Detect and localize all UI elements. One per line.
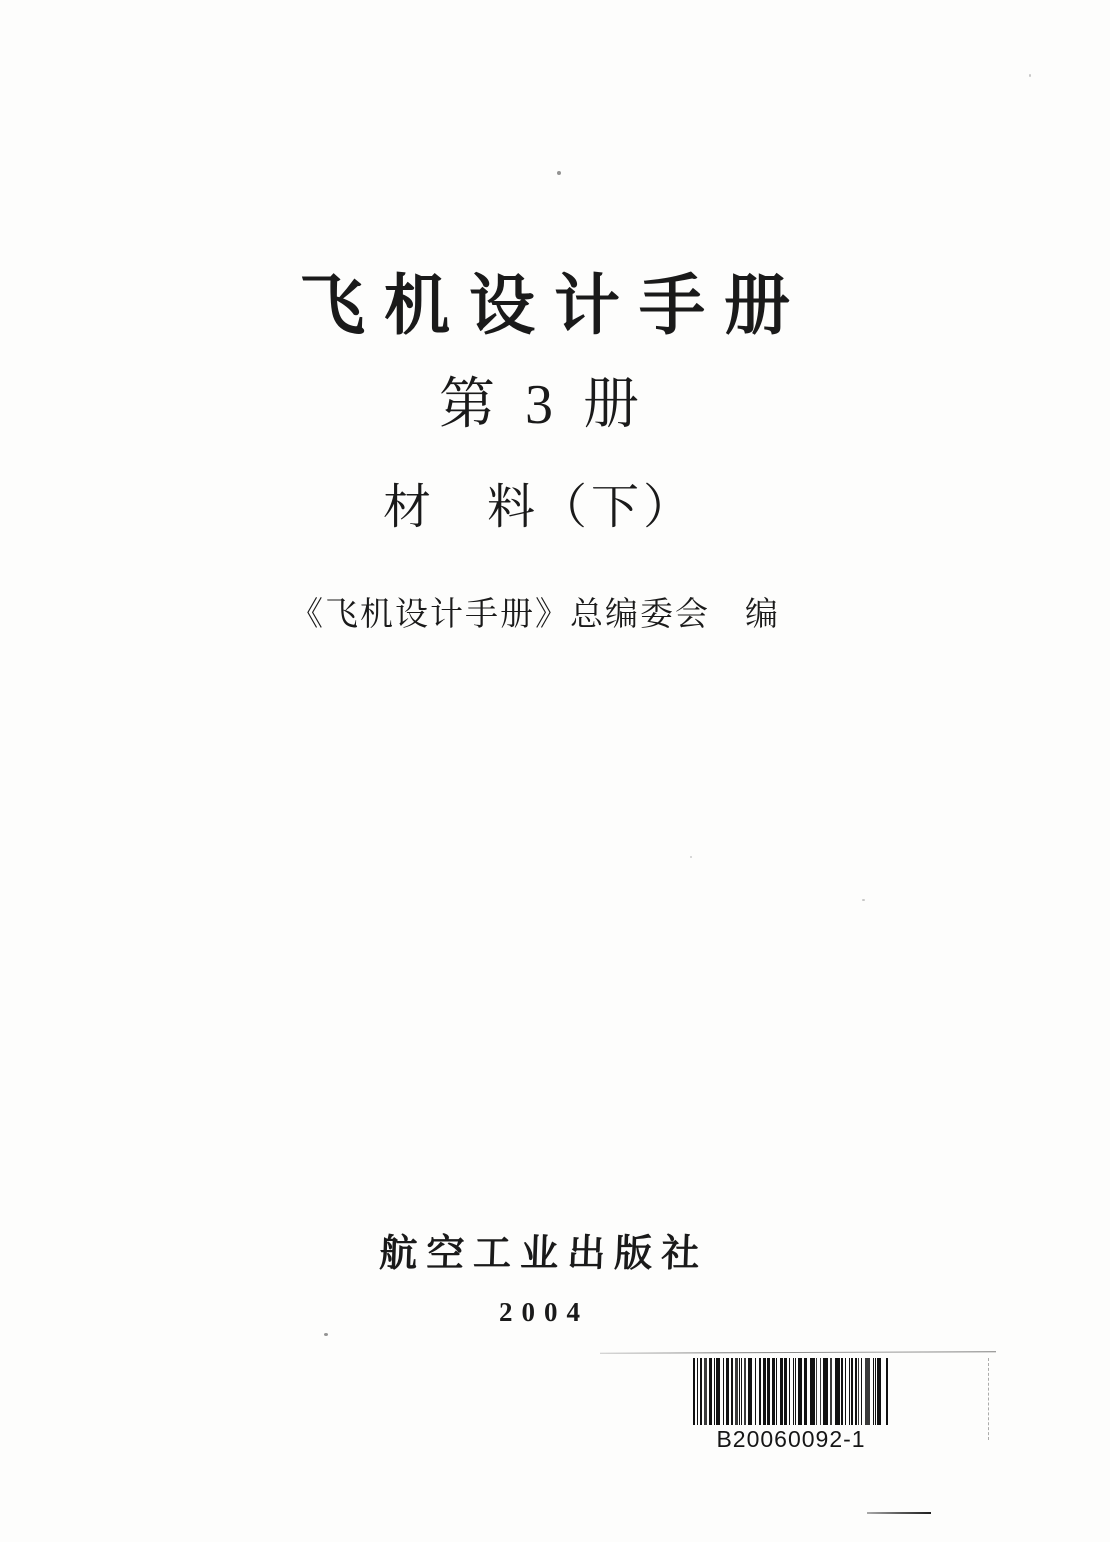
scan-speck xyxy=(862,899,865,901)
sticker-top-edge-line xyxy=(600,1351,996,1353)
scan-speck xyxy=(557,171,561,175)
barcode-label: B20060092-1 xyxy=(716,1426,866,1452)
scan-speck xyxy=(324,1333,328,1336)
sticker-right-edge-line xyxy=(988,1358,989,1440)
book-title: 飞机设计手册 xyxy=(299,270,809,343)
editor-credit: 《飞机设计手册》总编委会 编 xyxy=(290,597,780,633)
barcode-sticker xyxy=(693,1358,889,1453)
scan-speck xyxy=(1029,74,1031,77)
publication-year: 2004 xyxy=(499,1297,589,1327)
barcode-icon xyxy=(693,1358,889,1425)
scan-speck xyxy=(690,856,692,858)
volume-subtitle: 材 料（下） xyxy=(382,481,695,534)
volume-number: 第 3 册 xyxy=(439,374,647,436)
publisher-name: 航空工业出版社 xyxy=(378,1233,710,1275)
scan-stray-line xyxy=(867,1512,931,1514)
